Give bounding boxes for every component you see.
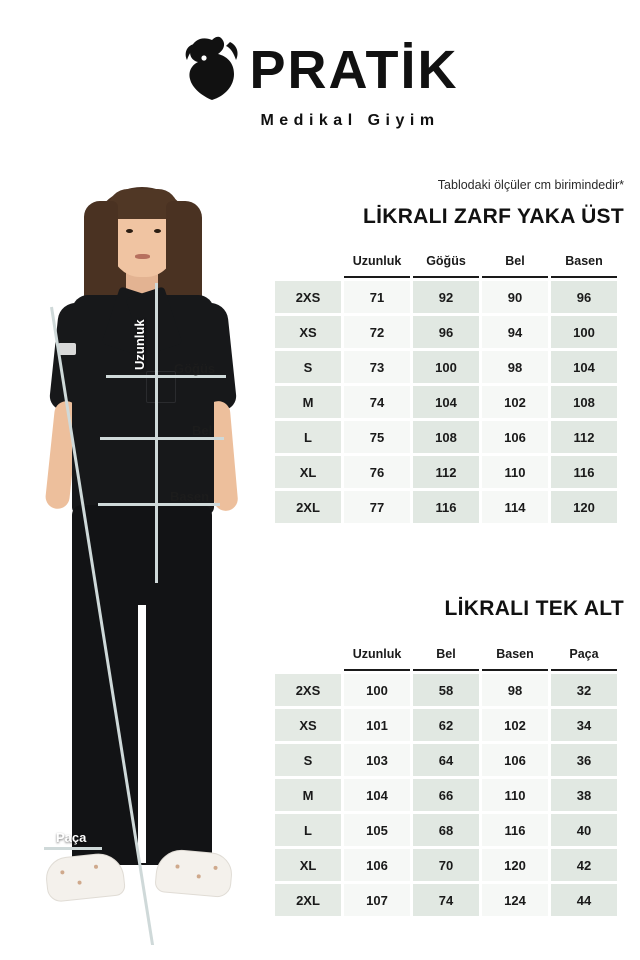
measurement-cell: 112 (551, 421, 617, 453)
model-mouth (135, 254, 150, 259)
measurement-cell: 98 (482, 674, 548, 706)
table-header-row (275, 639, 617, 671)
table-row (275, 456, 617, 488)
measurement-cell: 36 (551, 744, 617, 776)
measurement-cell: 104 (551, 351, 617, 383)
shoe-right (154, 848, 234, 898)
measurement-cell: 96 (413, 316, 479, 348)
measurement-cell: 76 (344, 456, 410, 488)
measurement-cell: 94 (482, 316, 548, 348)
table-row (275, 884, 617, 916)
measurement-cell: 100 (551, 316, 617, 348)
measurement-cell: 38 (551, 779, 617, 811)
size-cell: XL (275, 456, 341, 488)
table-corner-cell (275, 639, 341, 671)
measurement-cell: 96 (551, 281, 617, 313)
column-header: Paça (551, 639, 617, 671)
measurement-cell: 104 (344, 779, 410, 811)
table-row (275, 744, 617, 776)
size-cell: M (275, 386, 341, 418)
table-corner-cell (275, 246, 341, 278)
table-title-bottom: LİKRALI TEK ALT (444, 597, 624, 620)
measurement-cell: 108 (551, 386, 617, 418)
size-cell: M (275, 779, 341, 811)
measurement-cell: 100 (413, 351, 479, 383)
table-row (275, 849, 617, 881)
measurement-cell: 116 (413, 491, 479, 523)
size-cell: S (275, 744, 341, 776)
measurement-cell: 107 (344, 884, 410, 916)
size-cell: L (275, 421, 341, 453)
table-row (275, 386, 617, 418)
shoe-left (44, 851, 126, 903)
size-cell: 2XS (275, 674, 341, 706)
measurement-cell: 114 (482, 491, 548, 523)
measurement-cell: 120 (482, 849, 548, 881)
table-row (275, 421, 617, 453)
measurement-cell: 58 (413, 674, 479, 706)
measurement-cell: 32 (551, 674, 617, 706)
table-row (275, 709, 617, 741)
column-header: Uzunluk (344, 639, 410, 671)
table-row (275, 351, 617, 383)
measurement-cell: 74 (413, 884, 479, 916)
size-cell: XS (275, 316, 341, 348)
measurement-cell: 102 (482, 709, 548, 741)
column-header: Basen (551, 246, 617, 278)
logo-row (182, 34, 459, 106)
label-basen: Basen (170, 489, 210, 504)
column-header: Uzunluk (344, 246, 410, 278)
measurement-cell: 42 (551, 849, 617, 881)
table-row (275, 814, 617, 846)
measurement-cell: 101 (344, 709, 410, 741)
measurement-cell: 116 (482, 814, 548, 846)
measurement-cell: 40 (551, 814, 617, 846)
measurement-cell: 72 (344, 316, 410, 348)
column-header: Bel (413, 639, 479, 671)
size-cell: 2XS (275, 281, 341, 313)
model-eye-right (154, 229, 161, 233)
measurement-cell: 98 (482, 351, 548, 383)
measurement-cell: 71 (344, 281, 410, 313)
measurement-cell: 34 (551, 709, 617, 741)
measurement-cell: 124 (482, 884, 548, 916)
units-note: Tablodaki ölçüler cm birimindedir* (437, 178, 624, 192)
measurement-cell: 120 (551, 491, 617, 523)
measurement-cell: 75 (344, 421, 410, 453)
table-row (275, 316, 617, 348)
goat-head-icon (182, 34, 244, 106)
brand-logo (0, 34, 640, 130)
measurement-cell: 108 (413, 421, 479, 453)
measurement-cell: 116 (551, 456, 617, 488)
measurement-cell: 100 (344, 674, 410, 706)
size-cell: XS (275, 709, 341, 741)
size-cell: L (275, 814, 341, 846)
label-bel: Bel (192, 423, 213, 438)
measurement-cell: 92 (413, 281, 479, 313)
brand-name: PRATİK (249, 40, 459, 100)
size-table-top (272, 243, 620, 526)
column-header: Bel (482, 246, 548, 278)
measurement-cell: 77 (344, 491, 410, 523)
table-row (275, 491, 617, 523)
measurement-cell: 106 (482, 421, 548, 453)
label-uzunluk: Uzunluk (132, 319, 147, 370)
measurement-cell: 106 (344, 849, 410, 881)
measurement-cell: 90 (482, 281, 548, 313)
pant-leg-gap (138, 605, 146, 863)
table-header-row (275, 246, 617, 278)
measurement-cell: 104 (413, 386, 479, 418)
column-header: Göğüs (413, 246, 479, 278)
label-paca: Paça (56, 830, 87, 845)
uzunluk-vertical-line (155, 283, 158, 583)
size-cell: 2XL (275, 491, 341, 523)
table-title-top: LİKRALI ZARF YAKA ÜST (362, 205, 624, 228)
measurement-cell: 106 (482, 744, 548, 776)
measurement-cell: 64 (413, 744, 479, 776)
measurement-cell: 66 (413, 779, 479, 811)
measurement-cell: 74 (344, 386, 410, 418)
column-header: Basen (482, 639, 548, 671)
brand-tagline: Medikal Giyim (260, 112, 440, 129)
model-photo (14, 175, 266, 945)
size-table-bottom (272, 636, 620, 919)
measurement-cell: 102 (482, 386, 548, 418)
measurement-cell: 110 (482, 779, 548, 811)
table-row (275, 281, 617, 313)
sleeve-badge (58, 343, 76, 355)
measurement-cell: 105 (344, 814, 410, 846)
table-row (275, 674, 617, 706)
size-cell: XL (275, 849, 341, 881)
table-row (275, 779, 617, 811)
measurement-cell: 62 (413, 709, 479, 741)
measurement-cell: 68 (413, 814, 479, 846)
paca-line (44, 847, 102, 850)
size-cell: S (275, 351, 341, 383)
measurement-cell: 112 (413, 456, 479, 488)
size-cell: 2XL (275, 884, 341, 916)
label-gogus: Göğüs (174, 361, 216, 376)
measurement-cell: 44 (551, 884, 617, 916)
measurement-cell: 70 (413, 849, 479, 881)
measurement-cell: 103 (344, 744, 410, 776)
model-eye-left (126, 229, 133, 233)
measurement-cell: 73 (344, 351, 410, 383)
measurement-cell: 110 (482, 456, 548, 488)
